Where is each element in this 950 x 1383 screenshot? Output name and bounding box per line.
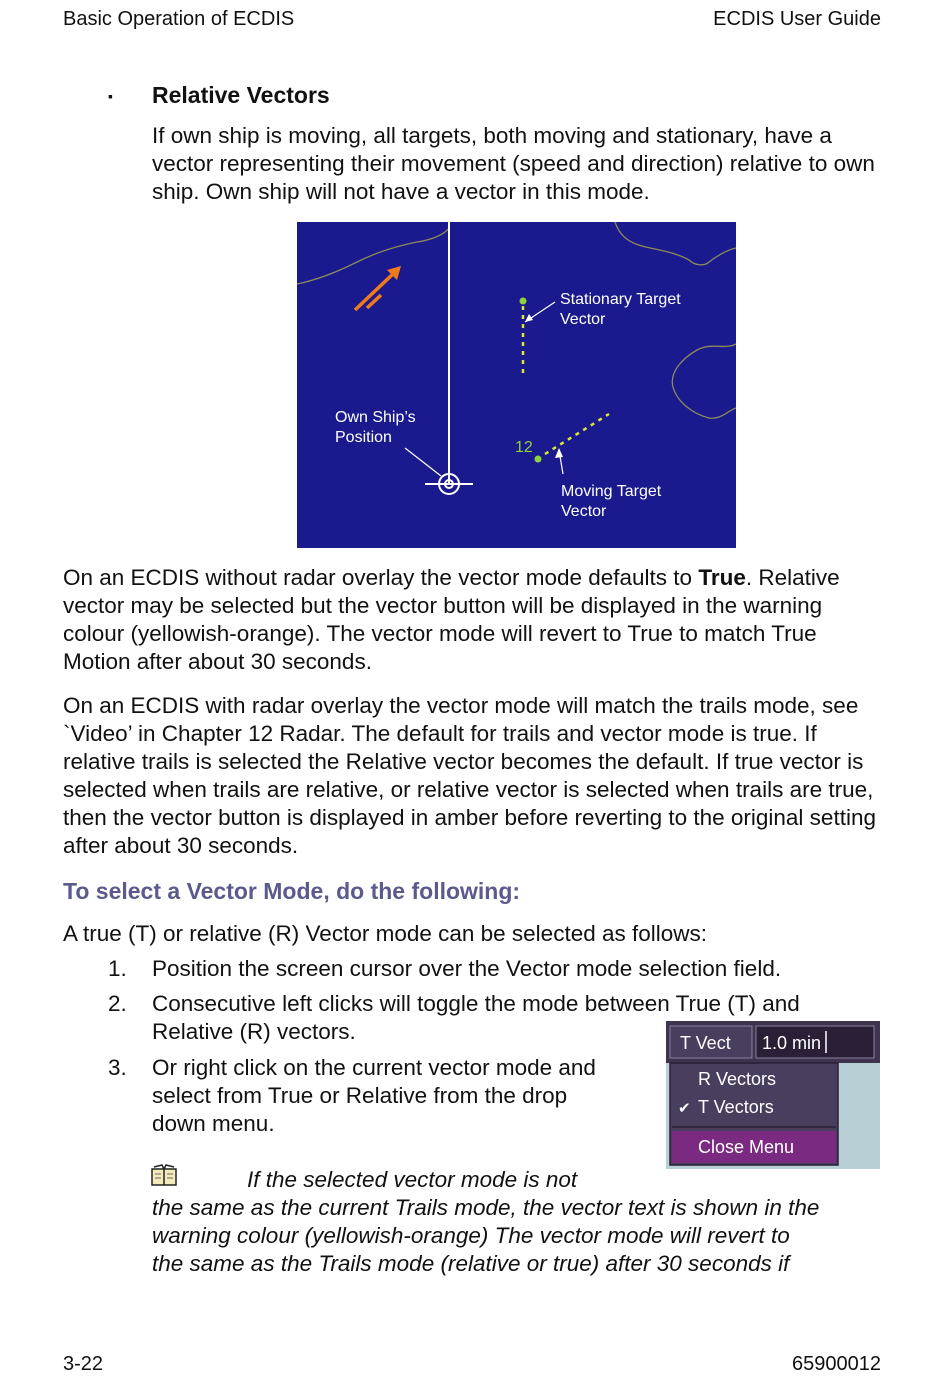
moving-label-line1: Moving Target bbox=[561, 483, 662, 500]
step-3-line1: Or right click on the current vector mode and bbox=[152, 1055, 596, 1080]
step-3-number: 3. bbox=[108, 1055, 127, 1080]
header-right: ECDIS User Guide bbox=[713, 8, 881, 30]
checkmark-icon: ✔ bbox=[678, 1100, 691, 1117]
procedure-heading: To select a Vector Mode, do the following: bbox=[63, 878, 521, 904]
para1-bold: True bbox=[698, 565, 746, 590]
section-title: Relative Vectors bbox=[152, 82, 330, 108]
own-ship-label-line1: Own Ship’s bbox=[335, 409, 416, 426]
moving-label-line2: Vector bbox=[561, 503, 607, 520]
relative-vectors-text: If own ship is moving, all targets, both moving and stationary, have a vector representing their movement (speed and direction) relative to own ship. Own ship will not have a vector in this mode. bbox=[152, 123, 875, 204]
step-2-number: 2. bbox=[108, 991, 127, 1016]
procedure-intro: A true (T) or relative (R) Vector mode can be selected as follows: bbox=[63, 921, 708, 946]
close-menu-item: Close Menu bbox=[698, 1137, 795, 1157]
menu-item-r-vectors: R Vectors bbox=[698, 1069, 777, 1089]
note-line4: the same as the Trails mode (relative or true) after 30 seconds if bbox=[152, 1251, 790, 1276]
stationary-target-dot bbox=[520, 298, 527, 305]
relative-vectors-figure bbox=[297, 222, 736, 548]
step-2-line1: Consecutive left clicks will toggle the mode between True (T) and bbox=[152, 991, 800, 1016]
radar-overlay-paragraph: On an ECDIS with radar overlay the vector mode will match the trails mode, see `Video’ in Chapter 12 Radar. The default for trails and vector mode is true. If relative trails is selected the Relative vector becomes the default. If true vector is selected when trails are relative, or relative vector is selected when trails are true, then the vector button is displayed in amber before reverting to the original setting after about 30 seconds. bbox=[63, 693, 876, 858]
moving-target-dot bbox=[535, 456, 542, 463]
step-2-line2: Relative (R) vectors. bbox=[152, 1019, 356, 1044]
stationary-label-line1: Stationary Target bbox=[560, 291, 681, 308]
step-1-text: Position the screen cursor over the Vector mode selection field. bbox=[152, 956, 782, 981]
menu-item-t-vectors: T Vectors bbox=[698, 1097, 774, 1117]
chart-background bbox=[297, 222, 736, 548]
moving-target-number: 12 bbox=[515, 439, 533, 456]
vector-time-field-value: 1.0 min bbox=[762, 1033, 822, 1053]
document-number: 65900012 bbox=[792, 1353, 881, 1375]
header-left: Basic Operation of ECDIS bbox=[63, 8, 295, 30]
own-ship-label-line2: Position bbox=[335, 429, 392, 446]
t-vect-button-label: T Vect bbox=[680, 1033, 731, 1053]
step-3-line3: down menu. bbox=[152, 1111, 275, 1136]
step-1-number: 1. bbox=[108, 956, 127, 981]
no-radar-overlay-paragraph bbox=[63, 564, 883, 676]
note-text bbox=[152, 1166, 892, 1278]
step-3-line2: select from True or Relative from the drop bbox=[152, 1083, 568, 1108]
note-line1: If the selected vector mode is not bbox=[247, 1167, 578, 1192]
para1-before: On an ECDIS without radar overlay the vector mode defaults to bbox=[63, 565, 699, 590]
page-number: 3-22 bbox=[63, 1353, 104, 1375]
stationary-label-line2: Vector bbox=[560, 311, 606, 328]
note-line3: warning colour (yellowish-orange) The vector mode will revert to bbox=[152, 1223, 790, 1248]
note-line2: the same as the current Trails mode, the vector text is shown in the bbox=[152, 1195, 820, 1220]
bullet-marker: ▪ bbox=[108, 88, 113, 104]
vector-mode-menu-figure bbox=[666, 1021, 880, 1169]
para1-after: . Relative vector may be selected but the vector button will be displayed in the warning colour (yellowish-orange). The vector mode will revert to True to match True Motion after about 30 seconds. bbox=[63, 565, 840, 674]
